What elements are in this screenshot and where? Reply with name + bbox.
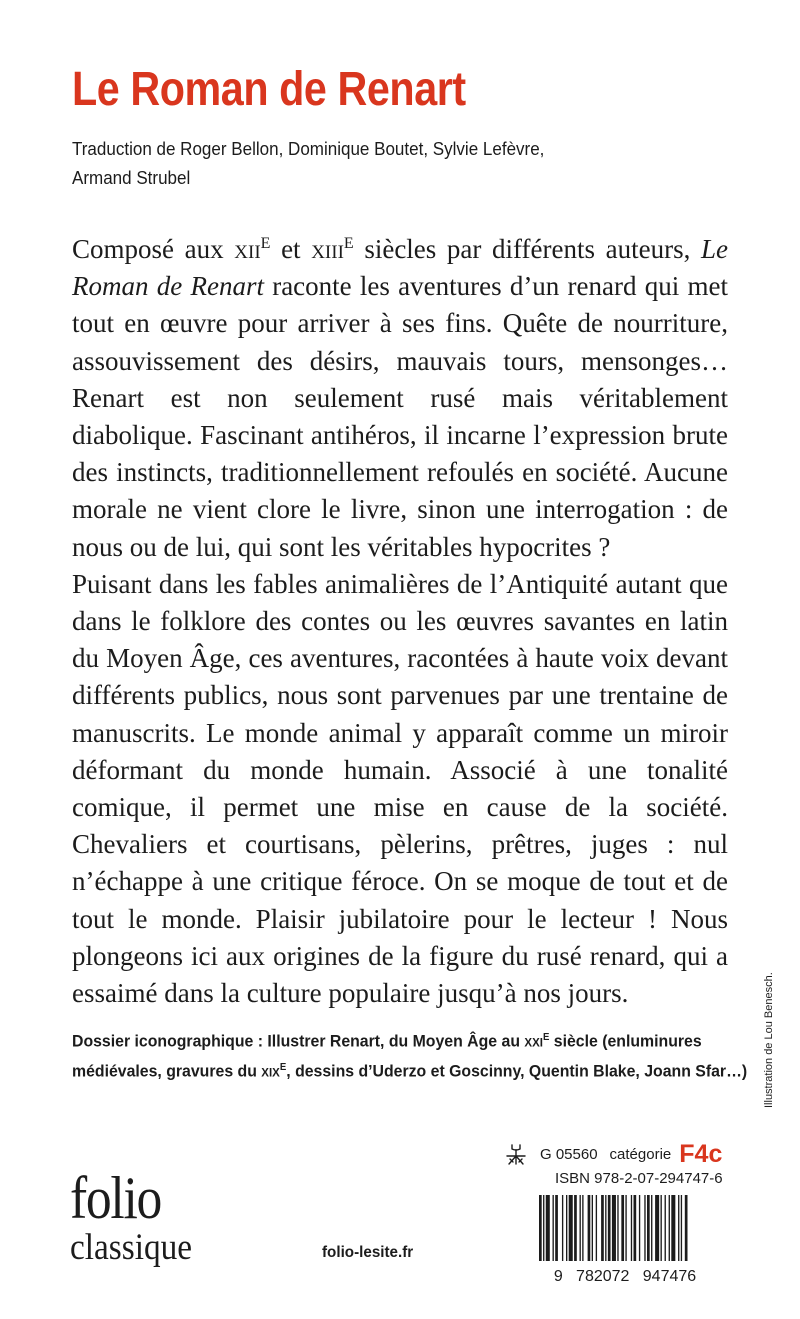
century-suffix: e <box>260 228 271 253</box>
century-numeral: xix <box>261 1062 280 1080</box>
barcode-bar <box>574 1195 577 1261</box>
barcode-bar <box>639 1195 640 1261</box>
dossier-part: , dessins d’Uderzo et Goscinny, Quentin Blake, Joann Sfar…) <box>286 1062 748 1080</box>
barcode-bar <box>655 1195 659 1261</box>
catalog-line <box>504 1140 722 1169</box>
barcode-bar <box>678 1195 679 1261</box>
barcode-bar <box>671 1195 675 1261</box>
translators-line-1: Traduction de Roger Bellon, Dominique Boutet, Sylvie Lefèvre, <box>72 138 545 159</box>
barcode-bars <box>539 1195 688 1261</box>
barcode-bar <box>669 1195 670 1261</box>
logo-folio: folio <box>70 1165 162 1231</box>
century-numeral: xiii <box>311 234 344 264</box>
barcode-bar <box>634 1195 637 1261</box>
summary <box>72 222 728 1012</box>
dossier-part: Dossier iconographique : Illustrer Renart, du Moyen Âge au <box>72 1032 525 1051</box>
iconographic-dossier <box>72 1024 754 1083</box>
barcode-bar <box>612 1195 616 1261</box>
barcode-bar <box>625 1195 626 1261</box>
summary-text: Composé aux <box>72 234 235 264</box>
barcode-bar <box>647 1195 650 1261</box>
barcode-bar <box>621 1195 624 1261</box>
italic-book-title: Le Roman de Renart <box>72 234 728 302</box>
website: folio-lesite.fr <box>322 1244 414 1261</box>
barcode-bar <box>562 1195 563 1261</box>
summary-text: siècles par différents auteurs, <box>353 234 701 264</box>
barcode-bar <box>569 1195 573 1261</box>
summary-paragraph-2: Puisant dans les fables animalières de l’Antiquité autant que dans le folklore des contes ou les œuvres savantes en latin du Moyen Âge, ces aventures, racontées à haute voix devant différents publics, nous sont parvenues par une trentaine de manuscrits. Le monde animal y apparaît comme un miroir déformant du monde humain. Associé à une tonalité comique, il permet une mise en cause de la société. Chevaliers et courtisans, pèlerins, prêtres, juges : nul n’échappe à une critique féroce. On se moque de tout et de tout le monde. Plaisir jubilatoire pour le lecteur ! Nous plongeons ici aux origines de la figure du rusé renard, qui a essaimé dans la culture populaire jusqu’à nos jours. <box>72 568 728 1009</box>
folio-classique-logo <box>70 1165 206 1268</box>
barcode-bar <box>566 1195 567 1261</box>
barcode-bar <box>644 1195 645 1261</box>
category-value: F4c <box>679 1140 723 1168</box>
isbn: ISBN 978-2-07-294747-6 <box>555 1170 723 1187</box>
dossier-part: siècle (enluminures médiévales, gravures du <box>72 1032 702 1080</box>
barcode-bar <box>596 1195 597 1261</box>
barcode-bar <box>631 1195 632 1261</box>
barcode-bar <box>685 1195 688 1261</box>
barcode-bar <box>617 1195 618 1261</box>
century-suffix: e <box>542 1028 550 1043</box>
barcode-bar <box>555 1195 558 1261</box>
barcode-bar <box>546 1195 550 1261</box>
summary-paragraph-1 <box>72 222 728 566</box>
century-suffix: e <box>343 228 354 253</box>
barcode-digits: 9 782072 947476 <box>553 1268 697 1285</box>
translators <box>72 134 679 192</box>
barcode-bar <box>661 1195 662 1261</box>
summary-text: et <box>270 234 312 264</box>
catalog-code: G 05560 <box>540 1146 598 1163</box>
barcode-bar <box>605 1195 606 1261</box>
barcode-bar <box>608 1195 611 1261</box>
barcode-bar <box>580 1195 581 1261</box>
book-title: Le Roman de Renart <box>72 63 466 116</box>
translators-line-2: Armand Strubel <box>72 167 191 188</box>
century-numeral: xii <box>234 234 261 264</box>
century-numeral: xxi <box>524 1032 543 1051</box>
barcode-bar <box>582 1195 583 1261</box>
barcode <box>525 1195 725 1285</box>
gallimard-symbol-icon <box>504 1143 528 1167</box>
barcode-bar <box>588 1195 591 1261</box>
barcode-bar <box>601 1195 604 1261</box>
barcode-bar <box>665 1195 666 1261</box>
barcode-bar <box>592 1195 593 1261</box>
barcode-bar <box>543 1195 544 1261</box>
century-suffix: e <box>279 1057 287 1073</box>
barcode-bar <box>553 1195 554 1261</box>
logo-classique: classique <box>70 1227 193 1268</box>
illustration-credit: Illustration de Lou Benesch. <box>763 972 775 1108</box>
barcode-bar <box>539 1195 542 1261</box>
dossier-text <box>72 1024 754 1083</box>
barcode-bar <box>651 1195 652 1261</box>
category-label: catégorie <box>609 1146 672 1163</box>
summary-text: raconte les aventures d’un renard qui met tout en œuvre pour arriver à ses fins. Quête de nourriture, assouvissement des désirs, mauvais tours, mensonges… Renart est non seulement rusé mais véritablement diabolique. Fascinant antihéros, il incarne l’expression brute des instincts, traditionnellement refoulés en société. Aucune morale ne vient clore le livre, sinon une interrogation : de nous ou de lui, qui sont les véritables hypocrites ? <box>72 271 728 562</box>
barcode-bar <box>681 1195 682 1261</box>
